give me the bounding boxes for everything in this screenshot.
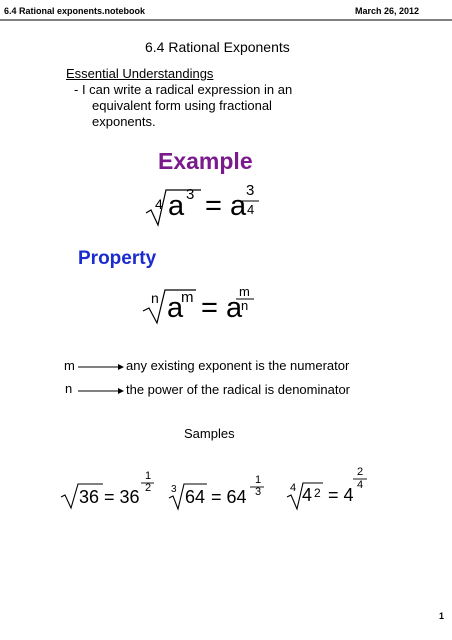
example-power: 3	[186, 186, 195, 203]
rule-text-m: any existing exponent is the numerator	[126, 358, 350, 373]
header-filename: 6.4 Rational exponents.notebook	[4, 6, 146, 16]
example-rhs: = a	[205, 190, 247, 222]
rule-text-n: the power of the radical is denominator	[126, 382, 351, 397]
sample-1-radicand: 36	[79, 487, 100, 507]
samples-heading: Samples	[184, 426, 235, 441]
property-radical-index: n	[151, 290, 159, 306]
sample-3-radical-index: 4	[290, 482, 297, 494]
sample-2-exp-numerator: 1	[255, 474, 262, 486]
property-heading: Property	[78, 248, 157, 269]
rule-var-m: m	[64, 358, 75, 373]
property-power: m	[181, 289, 194, 306]
essential-line-3: exponents.	[92, 114, 156, 129]
page-number: 1	[439, 611, 445, 621]
essential-heading: Essential Understandings	[66, 66, 214, 81]
example-radical-index: 4	[155, 196, 163, 212]
example-base: a	[168, 190, 185, 222]
example-exp-numerator: 3	[246, 182, 255, 199]
sample-1-exp-denominator: 2	[145, 482, 152, 494]
sample-1-rhs: = 36	[104, 487, 140, 507]
sample-2-rhs: = 64	[211, 487, 247, 507]
property-rhs: = a	[201, 292, 243, 324]
property-exp-numerator: m	[239, 284, 250, 299]
sample-3-radicand-power: 2	[314, 486, 321, 500]
sample-2-exp-denominator: 3	[255, 486, 262, 498]
sample-3-radicand: 4	[302, 485, 313, 505]
sample-3-rhs: = 4	[328, 485, 354, 505]
property-exp-denominator: n	[241, 298, 249, 313]
essential-line-1: - I can write a radical expression in an	[74, 82, 293, 97]
example-heading: Example	[158, 148, 253, 174]
rule-var-n: n	[65, 381, 73, 396]
sample-2-radical-index: 3	[171, 484, 177, 495]
essential-line-2: equivalent form using fractional	[92, 98, 272, 113]
sample-3-exp-denominator: 4	[357, 479, 364, 491]
sample-1-exp-numerator: 1	[145, 470, 152, 482]
example-exp-denominator: 4	[247, 202, 255, 217]
page-title: 6.4 Rational Exponents	[145, 39, 290, 55]
property-base: a	[167, 292, 184, 324]
sample-3-exp-numerator: 2	[357, 466, 364, 478]
header-date: March 26, 2012	[355, 6, 420, 16]
sample-2-radicand: 64	[185, 487, 206, 507]
